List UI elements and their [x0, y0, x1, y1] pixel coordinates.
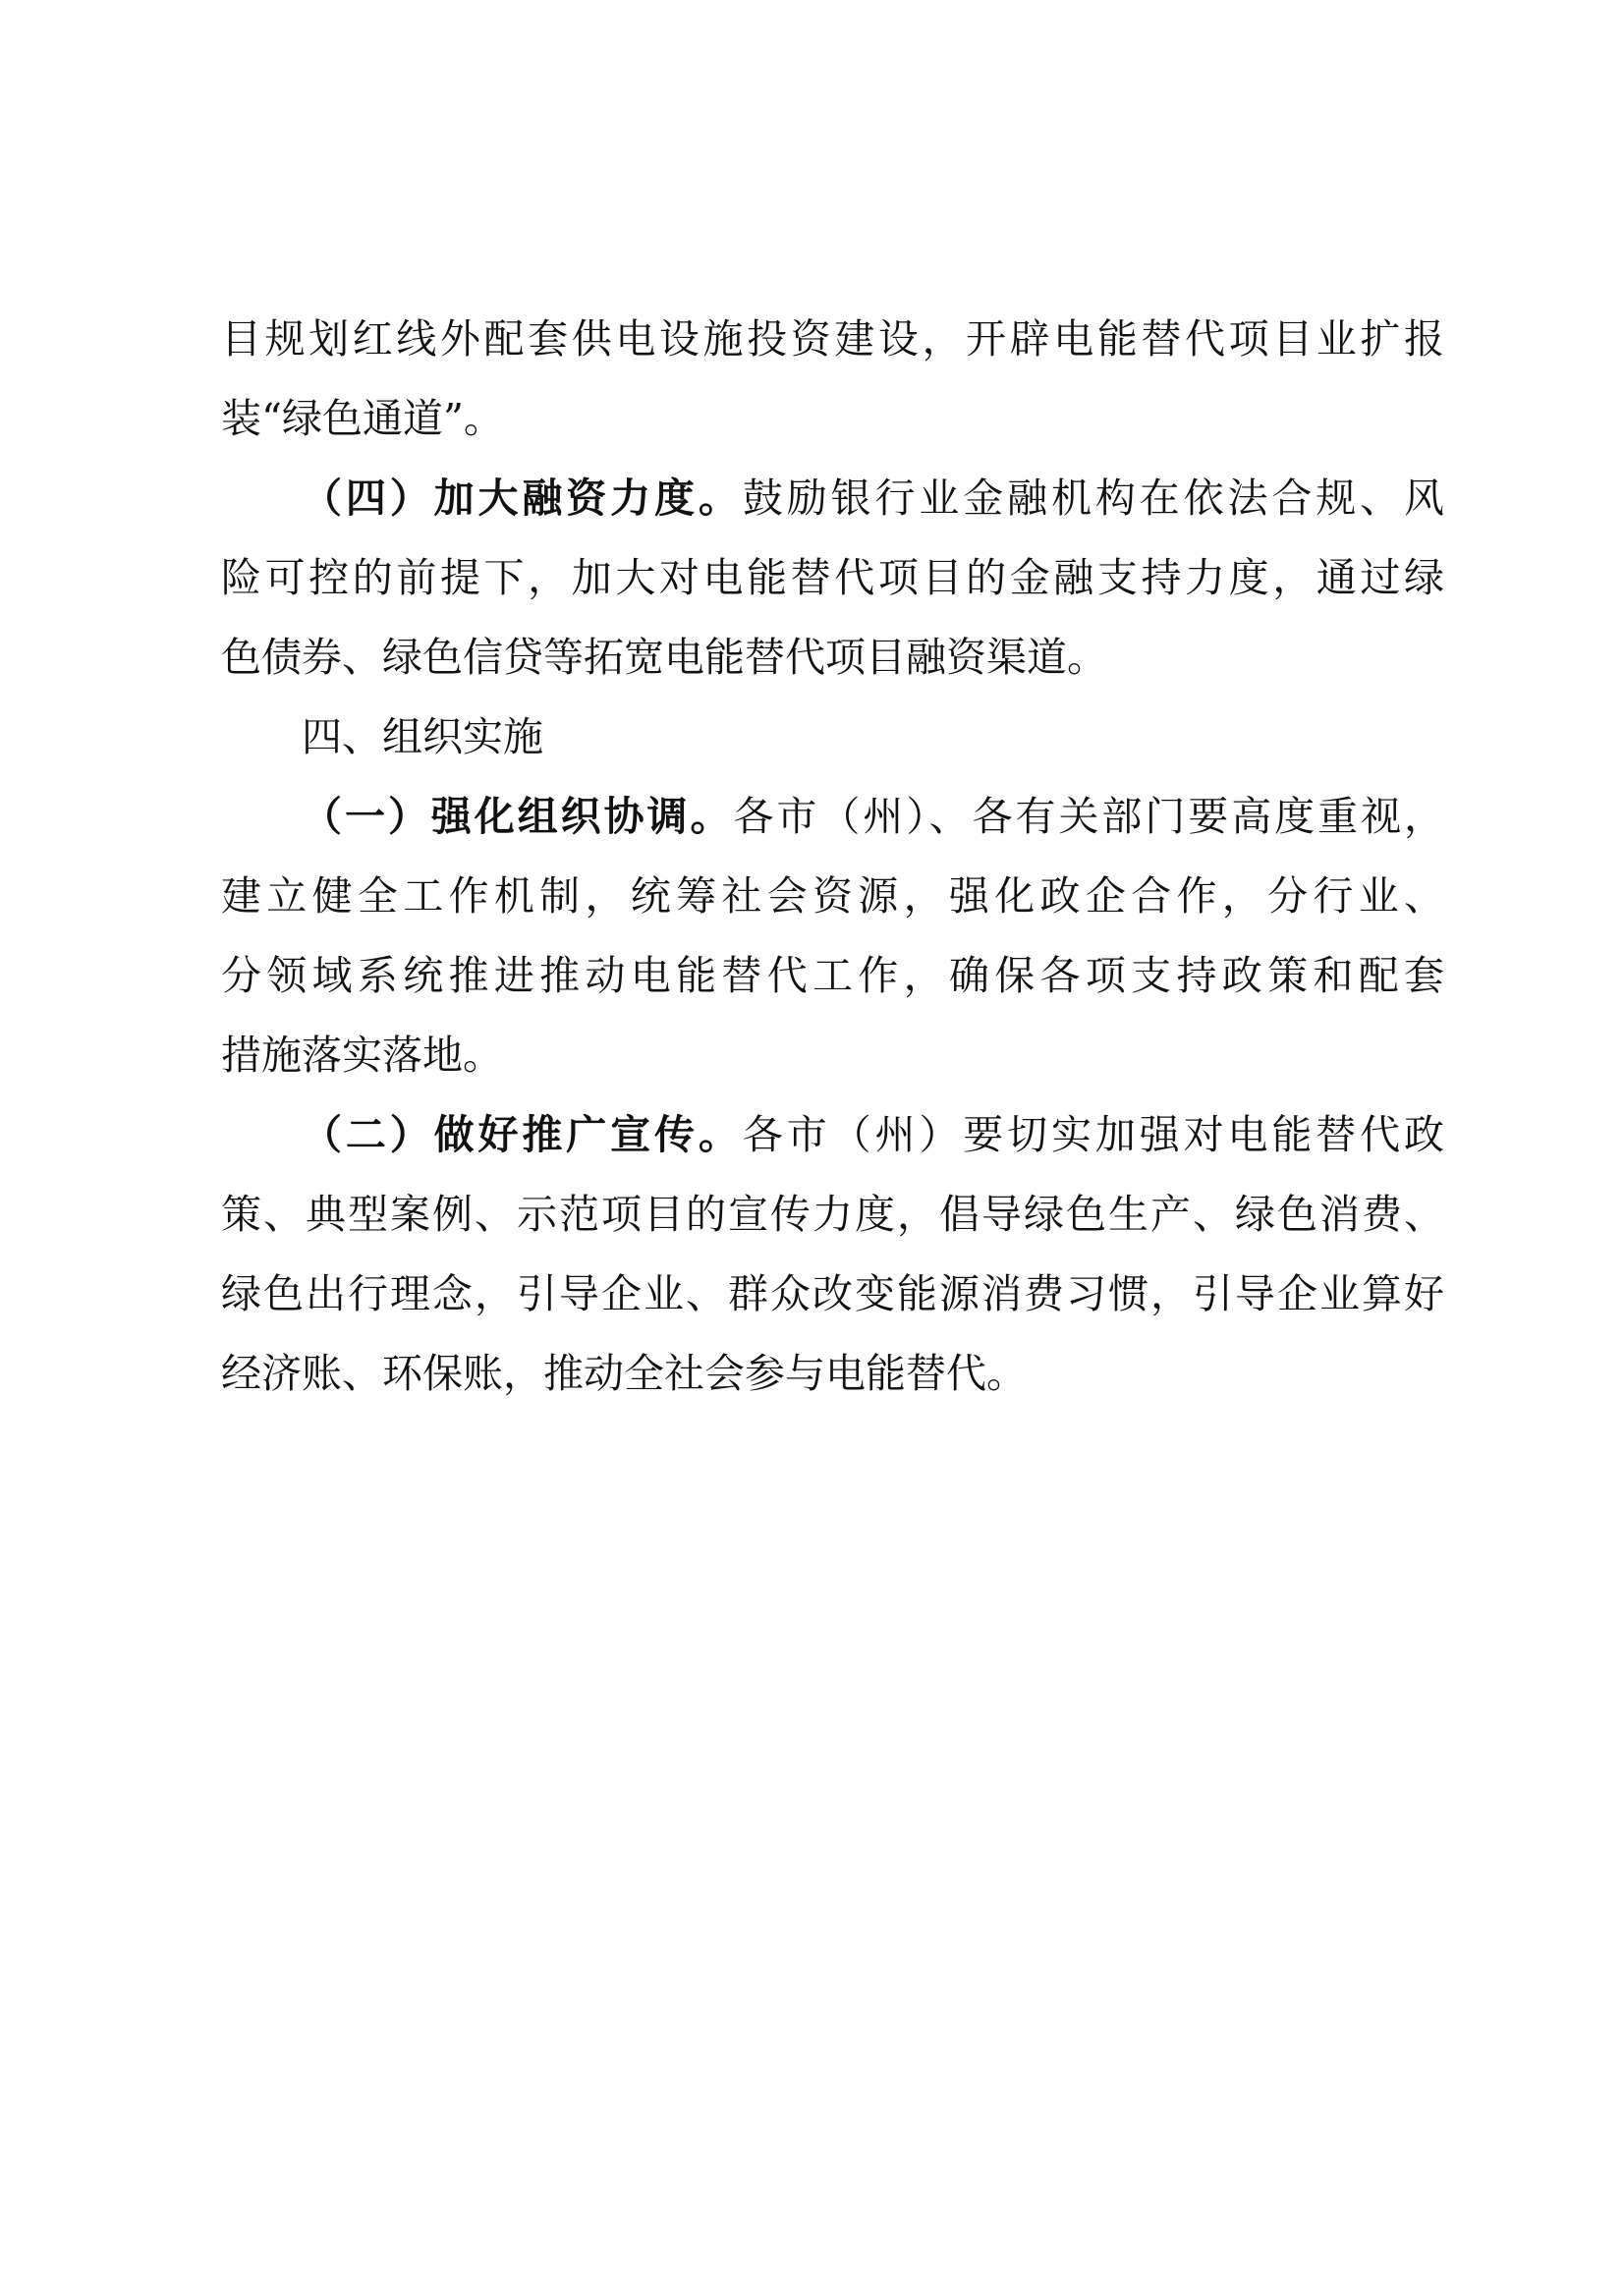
paragraph-line: 经济账、环保账，推动全社会参与电能替代。 [221, 1350, 1027, 1397]
paragraph-line: 策、典型案例、示范项目的宣传力度，倡导绿色生产、绿色消费、 [221, 1191, 1444, 1238]
paragraph-line: 装“绿色通道”。 [221, 395, 504, 442]
paragraph-line: 目规划红线外配套供电设施投资建设，开辟电能替代项目业扩报 [221, 315, 1444, 363]
paragraph-line [221, 459, 1444, 538]
paragraph-line: 险可控的前提下，加大对电能替代项目的金融支持力度，通过绿 [221, 554, 1444, 601]
paragraph-line [221, 1095, 1444, 1175]
paragraph-line [221, 777, 1444, 857]
document-body [221, 300, 1444, 1414]
paragraph-line: 建立健全工作机制，统筹社会资源，强化政企合作，分行业、 [221, 872, 1444, 920]
paragraph-text: 鼓励银行业金融机构在依法合规、风 [742, 475, 1445, 522]
subsection-title: （二）做好推广宣传。 [302, 1111, 743, 1158]
paragraph-line: 措施落实落地。 [221, 1032, 503, 1079]
paragraph-text: 各市（州）要切实加强对电能替代政 [742, 1111, 1445, 1158]
paragraph-text: 各市（州）、各有关部门要高度重视， [733, 793, 1445, 840]
paragraph-line: 绿色出行理念，引导企业、群众改变能源消费习惯，引导企业算好 [221, 1270, 1444, 1317]
section-heading: 四、组织实施 [302, 713, 543, 760]
paragraph-line: 分领域系统推进推动电能替代工作，确保各项支持政策和配套 [221, 952, 1444, 999]
subsection-title: （四）加大融资力度。 [302, 475, 743, 522]
subsection-title: （一）强化组织协调。 [302, 793, 734, 840]
paragraph-line: 色债券、绿色信贷等拓宽电能替代项目融资渠道。 [221, 634, 1107, 681]
